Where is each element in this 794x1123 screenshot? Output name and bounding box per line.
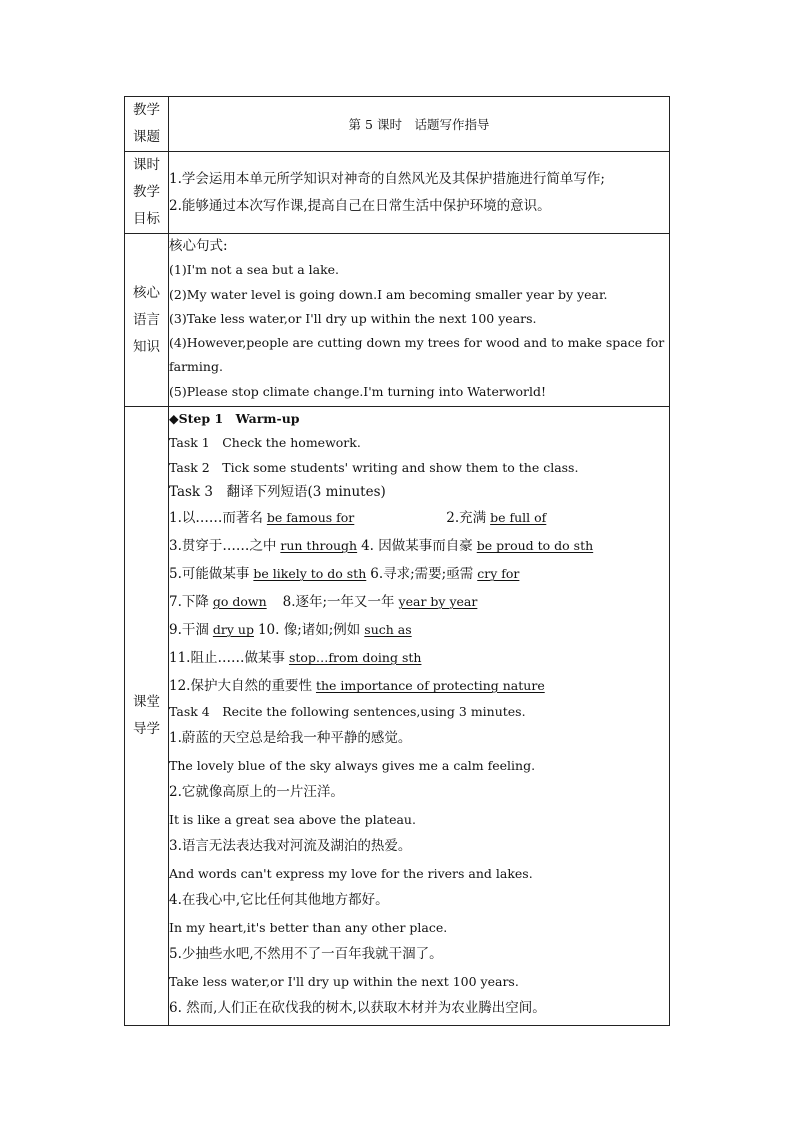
phrase-prompt: 5.可能做某事 <box>169 566 250 583</box>
task-3: Task 3 翻译下列短语(3 minutes) <box>169 483 386 500</box>
phrase-answer: dry up <box>212 622 254 638</box>
phrase-row <box>169 532 669 560</box>
topic-row <box>125 97 670 152</box>
phrase-answer: be likely to do sth <box>253 566 367 582</box>
phrase-answer: be famous for <box>266 510 355 526</box>
lesson-plan-table <box>124 96 670 1026</box>
phrase-prompt: 3.贯穿于……之中 <box>169 538 277 555</box>
phrase-row <box>169 644 669 672</box>
phrase-prompt: 6.寻求;需要;亟需 <box>370 566 474 583</box>
phrase-answer: be proud to do sth <box>476 538 594 554</box>
phrase-row <box>169 560 669 588</box>
sentence-chinese: 6. 然而,人们正在砍伐我的树木,以获取木材并为农业腾出空间。 <box>169 999 546 1016</box>
phrase-answer: the importance of protecting nature <box>315 678 545 694</box>
core-sentence: (5)Please stop climate change.I'm turning into Waterworld! <box>169 383 547 399</box>
sentence-english: In my heart,it's better than any other place. <box>169 919 448 935</box>
phrase-prompt: 11.阻止……做某事 <box>169 650 285 667</box>
sentence-english: The lovely blue of the sky always gives me a calm feeling. <box>169 757 536 773</box>
core-knowledge-cell <box>169 234 670 407</box>
topic-label: 教学 课题 <box>125 97 169 152</box>
phrase-prompt: 7.下降 <box>169 594 209 611</box>
phrase-prompt: 12.保护大自然的重要性 <box>169 678 312 695</box>
core-sentence: (3)Take less water,or I'll dry up within the next 100 years. <box>169 310 537 326</box>
classroom-guide-cell <box>169 407 670 1025</box>
core-heading: 核心句式: <box>169 238 228 254</box>
objectives-cell <box>169 152 670 234</box>
sentence-english: And words can't express my love for the rivers and lakes. <box>169 865 533 881</box>
core-sentence: (4)However,people are cutting down my trees for wood and to make space for farming. <box>169 335 665 375</box>
phrase-prompt: 4. 因做某事而自豪 <box>361 538 473 555</box>
classroom-guide-label: 课堂 导学 <box>125 407 169 1025</box>
sentence-english: It is like a great sea above the plateau. <box>169 811 416 827</box>
phrase-prompt: 2.充满 <box>446 510 487 527</box>
step-heading: ◆Step 1 Warm-up <box>169 411 300 427</box>
sentence-chinese: 3.语言无法表达我对河流及湖泊的热爱。 <box>169 837 412 854</box>
core-sentence: (2)My water level is going down.I am becoming smaller year by year. <box>169 286 608 302</box>
phrase-answer: such as <box>364 622 412 638</box>
task-2: Task 2 Tick some students' writing and show them to the class. <box>169 459 579 475</box>
core-knowledge-row <box>125 234 670 407</box>
sentence-chinese: 1.蔚蓝的天空总是给我一种平静的感觉。 <box>169 729 412 746</box>
core-sentence: (1)I'm not a sea but a lake. <box>169 262 340 278</box>
phrase-answer: year by year <box>398 594 478 610</box>
phrase-prompt: 1.以……而著名 <box>169 510 263 527</box>
phrase-row <box>169 672 669 700</box>
objective-item: 2.能够通过本次写作课,提高自己在日常生活中保护环境的意识。 <box>169 197 551 214</box>
objective-item: 1.学会运用本单元所学知识对神奇的自然风光及其保护措施进行简单写作; <box>169 170 605 187</box>
phrase-answer: be full of <box>490 510 547 526</box>
classroom-guide-row <box>125 407 670 1025</box>
task-1: Task 1 Check the homework. <box>169 435 361 451</box>
phrase-row <box>169 588 669 616</box>
phrase-answer: cry for <box>477 566 520 582</box>
phrase-prompt: 10. 像;诸如;例如 <box>257 622 361 639</box>
sentence-chinese: 5.少抽些水吧,不然用不了一百年我就干涸了。 <box>169 945 443 962</box>
core-knowledge-label: 核心 语言 知识 <box>125 234 169 407</box>
phrase-answer: run through <box>280 538 358 554</box>
objectives-row <box>125 152 670 234</box>
sentence-chinese: 4.在我心中,它比任何其他地方都好。 <box>169 891 389 908</box>
phrase-answer: go down <box>212 594 267 610</box>
phrase-answer: stop…from doing sth <box>288 650 422 666</box>
sentence-chinese: 2.它就像高原上的一片汪洋。 <box>169 783 344 800</box>
task-4: Task 4 Recite the following sentences,using 3 minutes. <box>169 704 526 720</box>
phrase-prompt: 8.逐年;一年又一年 <box>282 594 395 611</box>
objectives-label: 课时 教学 目标 <box>125 152 169 234</box>
sentence-english: Take less water,or I'll dry up within the next 100 years. <box>169 973 519 989</box>
phrase-row <box>169 504 669 532</box>
phrase-prompt: 9.干涸 <box>169 622 209 639</box>
lesson-title: 第 5 课时 话题写作指导 <box>169 97 670 152</box>
phrase-row <box>169 616 669 644</box>
